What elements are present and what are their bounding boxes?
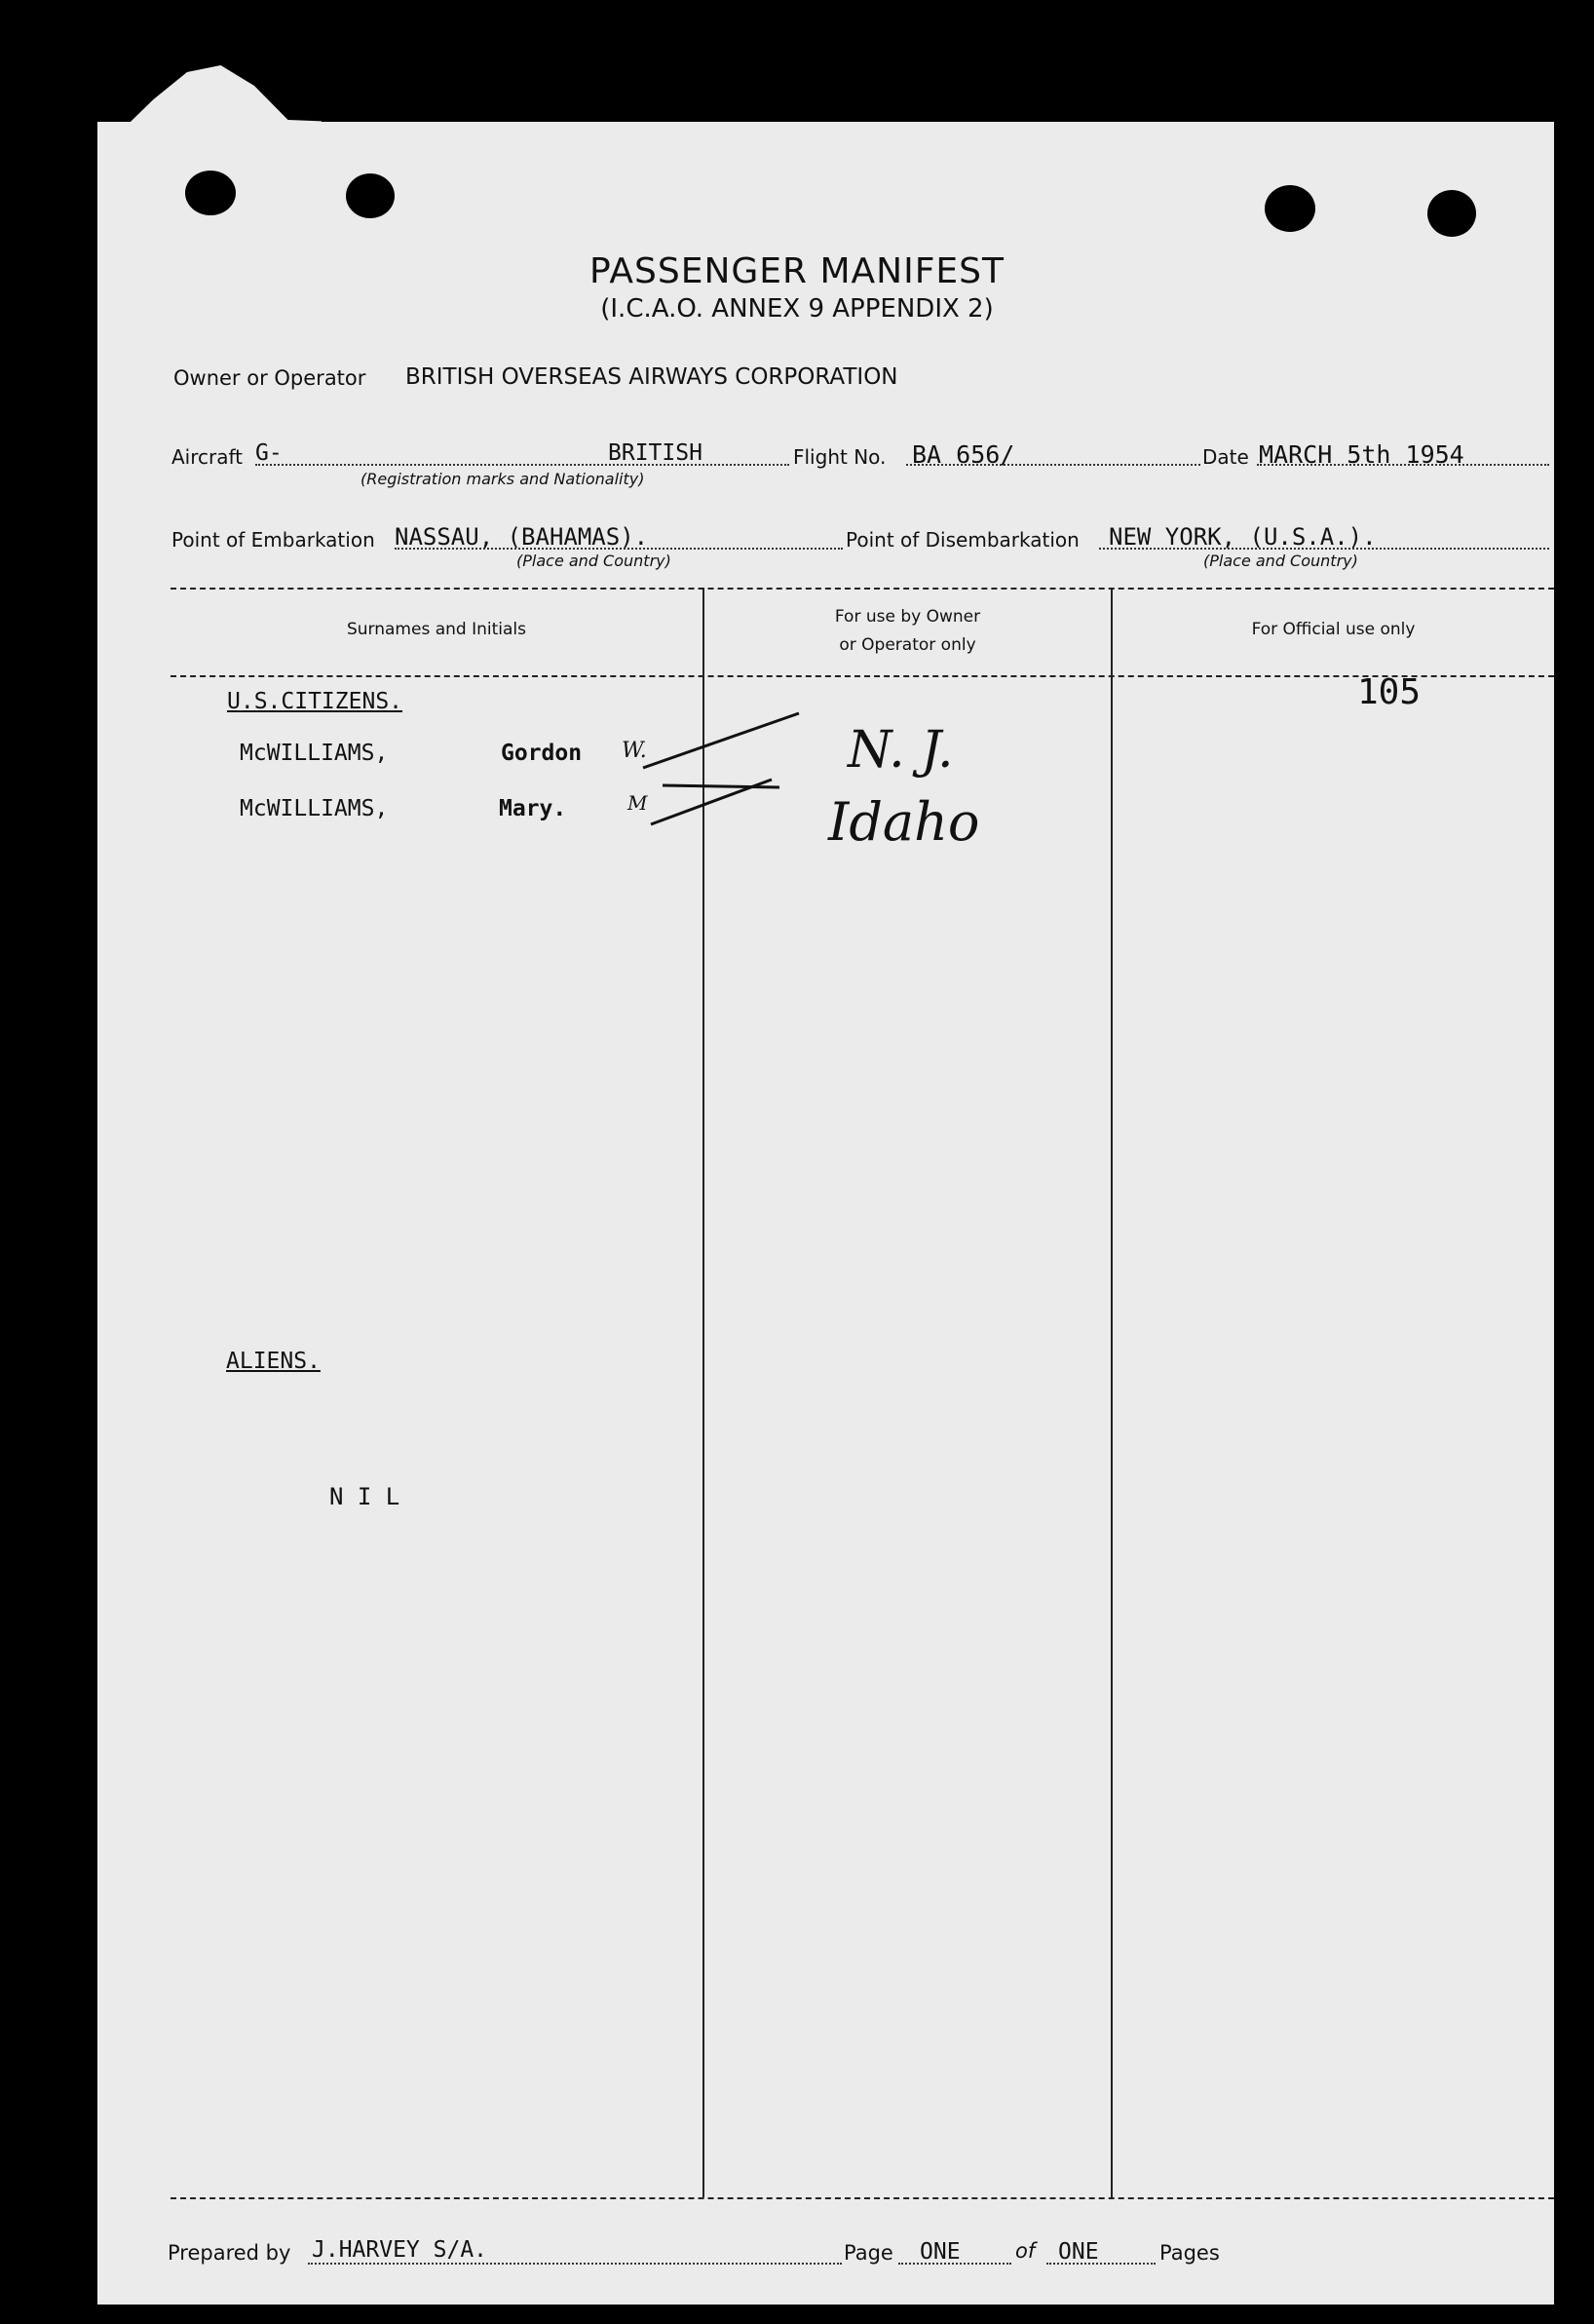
prepared-dotted-line	[308, 2263, 842, 2265]
table-header-rule	[171, 675, 1554, 677]
table-bottom-rule	[171, 2197, 1554, 2199]
passenger-first-name: Mary.	[499, 796, 567, 821]
disembarkation-dotted-line	[1099, 548, 1549, 550]
embarkation-dotted-line	[395, 548, 843, 550]
date-label: Date	[1202, 445, 1249, 469]
page-dotted-line	[898, 2263, 1011, 2265]
column-header-names: Surnames and Initials	[346, 620, 526, 639]
prepared-label: Prepared by	[168, 2241, 291, 2265]
punch-hole	[1265, 185, 1315, 232]
aircraft-registration: G-	[255, 440, 283, 466]
disembarkation-note: (Place and Country)	[1203, 552, 1358, 570]
passenger-first-name: Gordon	[501, 741, 583, 766]
prepared-value: J.HARVEY S/A.	[312, 2237, 488, 2263]
disembarkation-value: NEW YORK, (U.S.A.).	[1109, 523, 1377, 551]
date-value: MARCH 5th 1954	[1259, 440, 1464, 469]
owner-value: BRITISH OVERSEAS AIRWAYS CORPORATION	[405, 364, 898, 390]
page-label: Page	[844, 2241, 893, 2265]
handwritten-state: Idaho	[828, 791, 980, 853]
column-header-owner-use-1: For use by Owner	[834, 607, 981, 627]
official-number: 105	[1357, 672, 1422, 712]
aircraft-nationality: BRITISH	[608, 440, 702, 466]
passenger-initial: W.	[622, 739, 647, 763]
passenger-surname: McWILLIAMS,	[240, 796, 389, 821]
flight-label: Flight No.	[793, 445, 887, 469]
flight-value: BA 656/	[912, 440, 1015, 469]
owner-label: Owner or Operator	[173, 366, 366, 390]
pages-label: Pages	[1159, 2241, 1220, 2265]
section-citizens: U.S.CITIZENS.	[227, 689, 403, 714]
page-subtitle: (I.C.A.O. ANNEX 9 APPENDIX 2)	[600, 294, 994, 324]
aircraft-dotted-line	[255, 464, 789, 466]
embarkation-note: (Place and Country)	[516, 552, 671, 570]
column-header-owner-use-2: or Operator only	[839, 635, 976, 655]
punch-hole	[346, 173, 395, 218]
page-value: ONE	[920, 2239, 961, 2265]
aircraft-note: (Registration marks and Nationality)	[361, 470, 645, 488]
handwritten-state: N. J.	[848, 721, 954, 780]
embarkation-value: NASSAU, (BAHAMAS).	[395, 523, 649, 551]
disembarkation-label: Point of Disembarkation	[846, 528, 1080, 552]
date-dotted-line	[1257, 464, 1549, 466]
passenger-surname: McWILLIAMS,	[240, 741, 389, 766]
column-divider	[1111, 588, 1113, 2197]
table-top-rule	[171, 588, 1554, 590]
aliens-value: N I L	[329, 1483, 400, 1510]
of-dotted-line	[1046, 2263, 1156, 2265]
passenger-initial: M	[627, 791, 648, 815]
page-title: PASSENGER MANIFEST	[588, 251, 1006, 291]
of-label: of	[1015, 2239, 1036, 2263]
punch-hole	[185, 171, 236, 215]
embarkation-label: Point of Embarkation	[171, 528, 375, 552]
aircraft-label: Aircraft	[171, 445, 244, 469]
flight-dotted-line	[906, 464, 1200, 466]
handwritten-strokes	[624, 702, 818, 848]
section-aliens: ALIENS.	[226, 1349, 321, 1374]
of-value: ONE	[1058, 2239, 1099, 2265]
punch-hole	[1427, 190, 1476, 237]
column-header-official: For Official use only	[1251, 620, 1416, 639]
